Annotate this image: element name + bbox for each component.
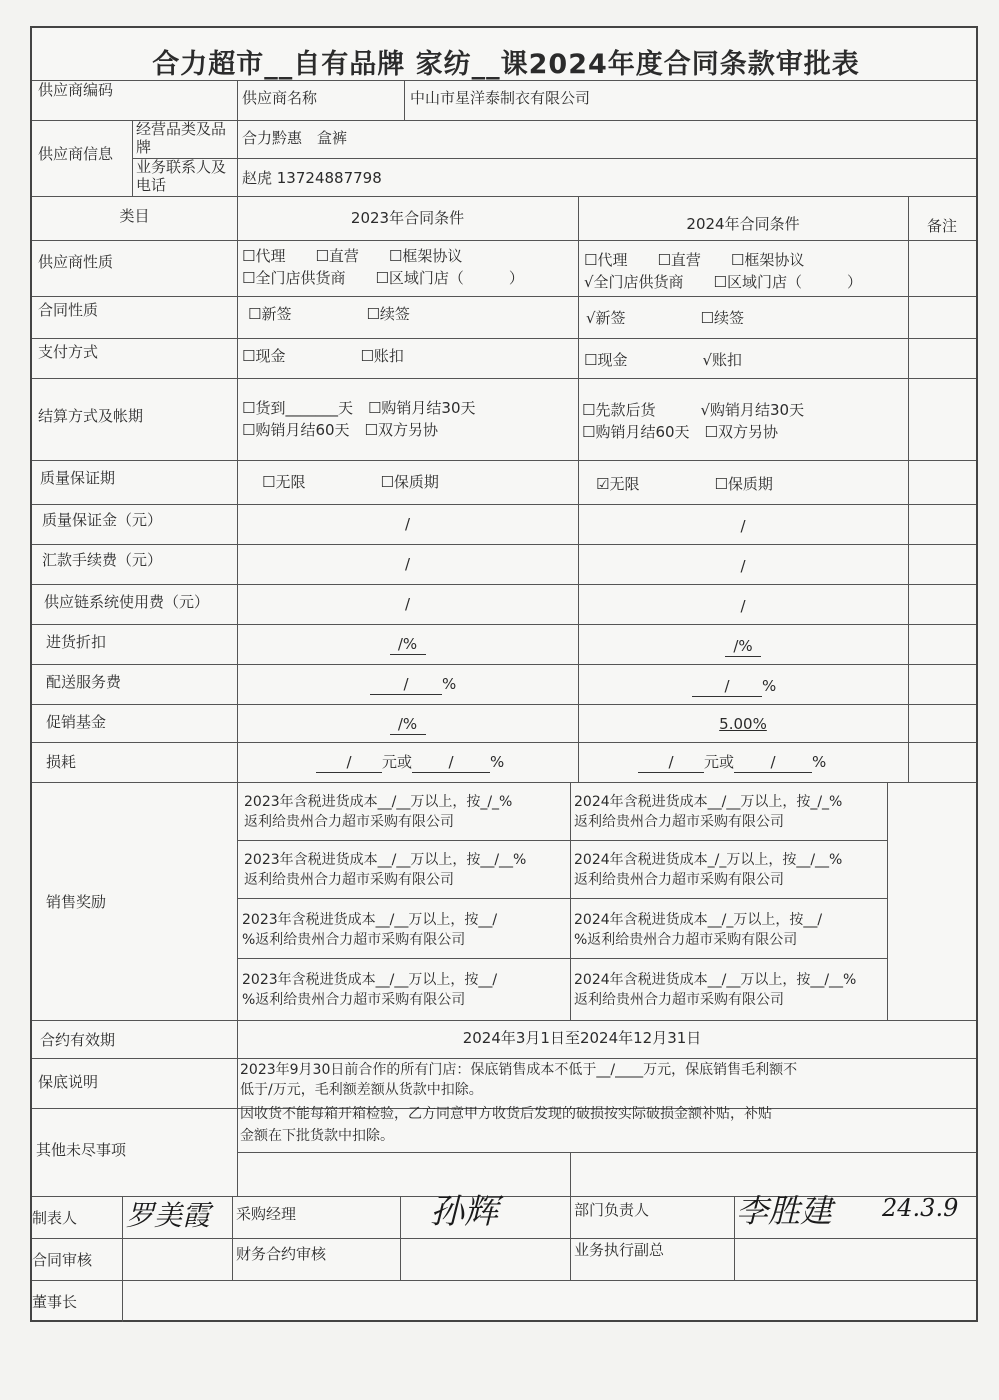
reward-2023-tier1-line2: 返利给贵州合力超市采购有限公司 [244,814,454,830]
line [32,196,976,197]
reward-2024-tier4-line1: 2024年含税进货成本__/__万以上，按__/__% [574,972,857,988]
supplier-nature-2024-line1: ☐代理 ☐直营 ☐框架协议 [584,251,805,269]
discount-2024: /% [725,636,761,657]
category-brand-label: 经营品类及品牌 [136,120,227,156]
vp-label: 业务执行副总 [574,1241,665,1259]
delivery-fee-2023: / [370,674,442,695]
line [578,196,579,782]
reward-2023-tier3-line1: 2023年含税进货成本__/__万以上，按__/ [242,912,498,928]
line [32,742,976,743]
dept-head-label: 部门负责人 [574,1201,650,1219]
line [32,378,976,379]
col-item-header: 类目 [119,207,150,225]
approval-form [30,26,978,1322]
row-label-deposit: 质量保证金（元） [42,511,163,529]
contract-nature-2023: ☐新签 ☐续签 [248,305,410,323]
row-label-settlement: 结算方式及帐期 [38,407,144,425]
contract-nature-2024: √新签 ☐续签 [586,309,745,327]
row-label-validity: 合约有效期 [40,1031,116,1049]
contact-label: 业务联系人及电话 [136,158,227,194]
discount-2023-wrap [237,634,578,655]
guarantee-line1: 2023年9月30日前合作的所有门店：保底销售成本不低于__/____万元，保底销售毛利额不 [240,1062,798,1078]
line [132,158,976,159]
delivery-fee-2024-wrap [692,676,776,697]
preparer-label: 制表人 [32,1209,78,1227]
payment-2024: ☐现金 √账扣 [584,351,743,369]
line [908,196,909,782]
settlement-2023-line1: ☐货到_______天 ☐购销月结30天 [242,399,476,417]
contact-value: 赵虎 13724887798 [242,169,382,187]
dept-head-signature: 李胜建 [736,1192,833,1230]
settlement-2024-line2: ☐购销月结60天 ☐双方另协 [582,423,778,441]
purchase-mgr-signature: 孙辉 [430,1192,498,1232]
row-label-other: 其他未尽事项 [36,1141,127,1159]
line [887,782,888,1020]
deposit-2024: / [740,517,746,535]
line [32,1280,976,1281]
col-remark-header: 备注 [926,217,957,235]
supply-chain-fee-2023: / [404,595,411,613]
supplier-name-label: 供应商名称 [242,89,318,107]
row-label-supplier-nature: 供应商性质 [38,253,114,271]
row-label-sales-reward: 销售奖励 [46,893,107,911]
purchase-mgr-label: 采购经理 [236,1205,297,1223]
col-2023-header: 2023年合同条件 [350,209,465,227]
supplier-nature-2023-line1: ☐代理 ☐直营 ☐框架协议 [242,247,463,265]
row-label-payment: 支付方式 [38,343,99,361]
loss-2024-unit: % [812,753,827,771]
line [32,80,976,81]
reward-2024-tier1-line1: 2024年含税进货成本__/__万以上，按_/_% [574,794,843,810]
reward-2023-tier3-line2: %返利给贵州合力超市采购有限公司 [242,932,466,948]
other-line2: 金额在下批货款中扣除。 [240,1128,394,1144]
contract-review-label: 合同审核 [32,1251,93,1269]
line [32,782,976,783]
loss-2024-b: / [734,752,812,773]
promo-fund-2023-wrap [237,714,578,735]
line [232,1196,233,1280]
remit-fee-2023: / [404,555,411,573]
chairman-label: 董事长 [32,1293,78,1311]
warranty-2023: ☐无限 ☐保质期 [262,473,439,491]
promo-fund-2024-wrap [578,714,908,734]
line [122,1196,123,1322]
line [32,1238,976,1239]
row-label-loss: 损耗 [46,753,77,771]
loss-2023-unit: % [490,753,505,771]
loss-2024-mid: 元或 [704,753,735,771]
line [237,840,887,841]
line [237,898,887,899]
line [237,958,887,959]
line [132,120,133,196]
preparer-signature: 罗美霞 [126,1199,211,1232]
line [32,240,976,241]
line [32,584,976,585]
delivery-fee-2023-wrap [370,674,456,695]
loss-2024-a: / [638,752,704,773]
delivery-fee-2024: / [692,676,762,697]
reward-2024-tier4-line2: 返利给贵州合力超市采购有限公司 [574,992,784,1008]
reward-2023-tier1-line1: 2023年含税进货成本__/__万以上，按_/_% [244,794,513,810]
line [570,782,571,1020]
supplier-code-label: 供应商编码 [38,81,114,99]
row-label-promo-fund: 促销基金 [46,713,107,731]
reward-2024-tier2-line1: 2024年含税进货成本_/_万以上，按__/__% [574,852,843,868]
validity-value: 2024年3月1日至2024年12月31日 [462,1029,702,1047]
finance-review-label: 财务合约审核 [236,1245,327,1263]
reward-2023-tier4-line2: %返利给贵州合力超市采购有限公司 [242,992,466,1008]
row-label-guarantee: 保底说明 [38,1073,99,1091]
line [32,1058,976,1059]
deposit-2023: / [404,515,411,533]
reward-2024-tier1-line2: 返利给贵州合力超市采购有限公司 [574,814,784,830]
supplier-info-label: 供应商信息 [38,145,114,163]
discount-2024-wrap [578,636,908,657]
line [32,296,976,297]
discount-2023: /% [390,634,426,655]
reward-2024-tier3-line1: 2024年含税进货成本__/_万以上，按__/ [574,912,823,928]
line [734,1196,735,1280]
line [404,80,405,120]
line [237,1152,976,1153]
line [32,460,976,461]
line [32,504,976,505]
col-2024-header: 2024年合同条件 [686,215,800,233]
dept-head-date: 24.3.9 [882,1194,959,1222]
promo-fund-2024: 5.00% [719,715,767,733]
reward-2024-tier3-line2: %返利给贵州合力超市采购有限公司 [574,932,798,948]
guarantee-line2: 低于/万元，毛利额差额从货款中扣除。 [240,1082,483,1098]
loss-2023-wrap [316,752,504,773]
remit-fee-2024: / [740,557,746,575]
line [32,704,976,705]
line [400,1196,401,1280]
category-brand-value: 合力黔惠 盒裤 [242,129,348,147]
loss-2023-mid: 元或 [382,753,413,771]
line [32,624,976,625]
line [32,338,976,339]
row-label-supply-chain-fee: 供应链系统使用费（元） [44,593,210,611]
reward-2023-tier2-line2: 返利给贵州合力超市采购有限公司 [244,872,454,888]
row-label-delivery-fee: 配送服务费 [46,673,122,691]
row-label-contract-nature: 合同性质 [38,301,99,319]
loss-2023-b: / [412,752,490,773]
row-label-discount: 进货折扣 [46,633,107,651]
reward-2023-tier4-line1: 2023年含税进货成本__/__万以上，按__/ [242,972,498,988]
settlement-2023-line2: ☐购销月结60天 ☐双方另协 [242,421,438,439]
settlement-2024-line1: ☐先款后货 √购销月结30天 [582,401,805,419]
supplier-name-value: 中山市星洋泰制衣有限公司 [410,89,591,107]
other-line1: 因收货不能每箱开箱检验，乙方同意甲方收货后发现的破损按实际破损金额补贴，补贴 [240,1106,772,1122]
line [570,1152,571,1280]
supplier-nature-2023-line2: ☐全门店供货商 ☐区域门店（ ） [242,269,524,287]
loss-2024-wrap [638,752,826,773]
row-label-remit-fee: 汇款手续费（元） [42,551,163,569]
supply-chain-fee-2024: / [740,597,746,615]
loss-2023-a: / [316,752,382,773]
delivery-fee-2023-unit: % [442,675,457,693]
delivery-fee-2024-unit: % [762,677,777,695]
supplier-nature-2024-line2: √全门店供货商 ☐区域门店（ ） [584,273,863,291]
warranty-2024: ☑无限 ☐保质期 [596,475,773,493]
reward-2023-tier2-line1: 2023年含税进货成本__/__万以上，按__/__% [244,852,527,868]
line [32,544,976,545]
row-label-warranty: 质量保证期 [40,469,116,487]
payment-2023: ☐现金 ☐账扣 [242,347,404,365]
form-title: 合力超市__自有品牌 家纺__课2024年度合同条款审批表 [152,49,860,80]
line [32,664,976,665]
reward-2024-tier2-line2: 返利给贵州合力超市采购有限公司 [574,872,784,888]
line [32,1020,976,1021]
promo-fund-2023: /% [390,714,426,735]
